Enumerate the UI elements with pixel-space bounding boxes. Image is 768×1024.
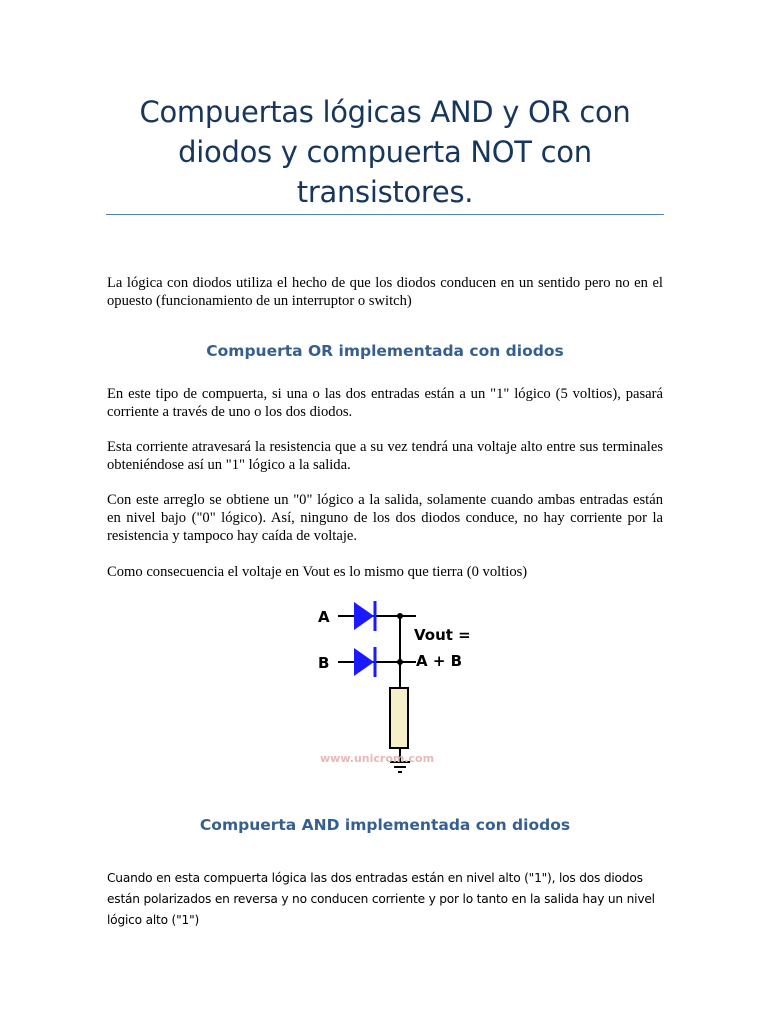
or-paragraph-2: Esta corriente atravesará la resistencia que a su vez tendrá una voltaje alto entre sus terminales obteniéndose así un "1" lógico a la salida. — [107, 439, 663, 473]
or-paragraph-1: En este tipo de compuerta, si una o las dos entradas están a un "1" lógico (5 voltios), pasará corriente a través de uno o los dos diodos. — [107, 386, 663, 420]
title-underline — [106, 214, 664, 215]
diagram-watermark: www.unicrom.com — [320, 752, 435, 765]
input-b-label: B — [318, 654, 330, 672]
junction-dot-b — [397, 659, 403, 665]
diode-a-icon — [354, 601, 375, 631]
section-heading-or: Compuerta OR implementada con diodos — [206, 342, 564, 360]
input-a-label: A — [318, 608, 330, 626]
or-gate-diagram — [316, 592, 478, 778]
vout-label: Vout = — [414, 626, 471, 644]
or-paragraph-3: Con este arreglo se obtiene un "0" lógico a la salida, solamente cuando ambas entradas están en nivel bajo ("0" lógico). Así, ninguno de los dos diodos conduce, no hay corriente por la resistencia y tampoco hay caída de voltaje. — [107, 492, 663, 544]
section-heading-and: Compuerta AND implementada con diodos — [199, 816, 571, 834]
intro-paragraph: La lógica con diodos utiliza el hecho de que los diodos conducen en un sentido pero no en el opuesto (funcionamiento de un interruptor o switch) — [107, 275, 663, 309]
vout-expression: A + B — [416, 652, 463, 670]
or-paragraph-4: Como consecuencia el voltaje en Vout es lo mismo que tierra (0 voltios) — [107, 564, 528, 580]
junction-dot-a — [397, 613, 403, 619]
resistor-icon — [390, 688, 408, 748]
document-title: Compuertas lógicas AND y OR con diodos y compuerta NOT con transistores. — [139, 95, 631, 209]
and-paragraph: Cuando en esta compuerta lógica las dos entradas están en nivel alto ("1"), los dos diodos están polarizados en reversa y no conducen corriente y por lo tanto en la salida hay un nivel lógico alto ("1") — [107, 871, 655, 927]
diode-b-icon — [354, 647, 375, 677]
